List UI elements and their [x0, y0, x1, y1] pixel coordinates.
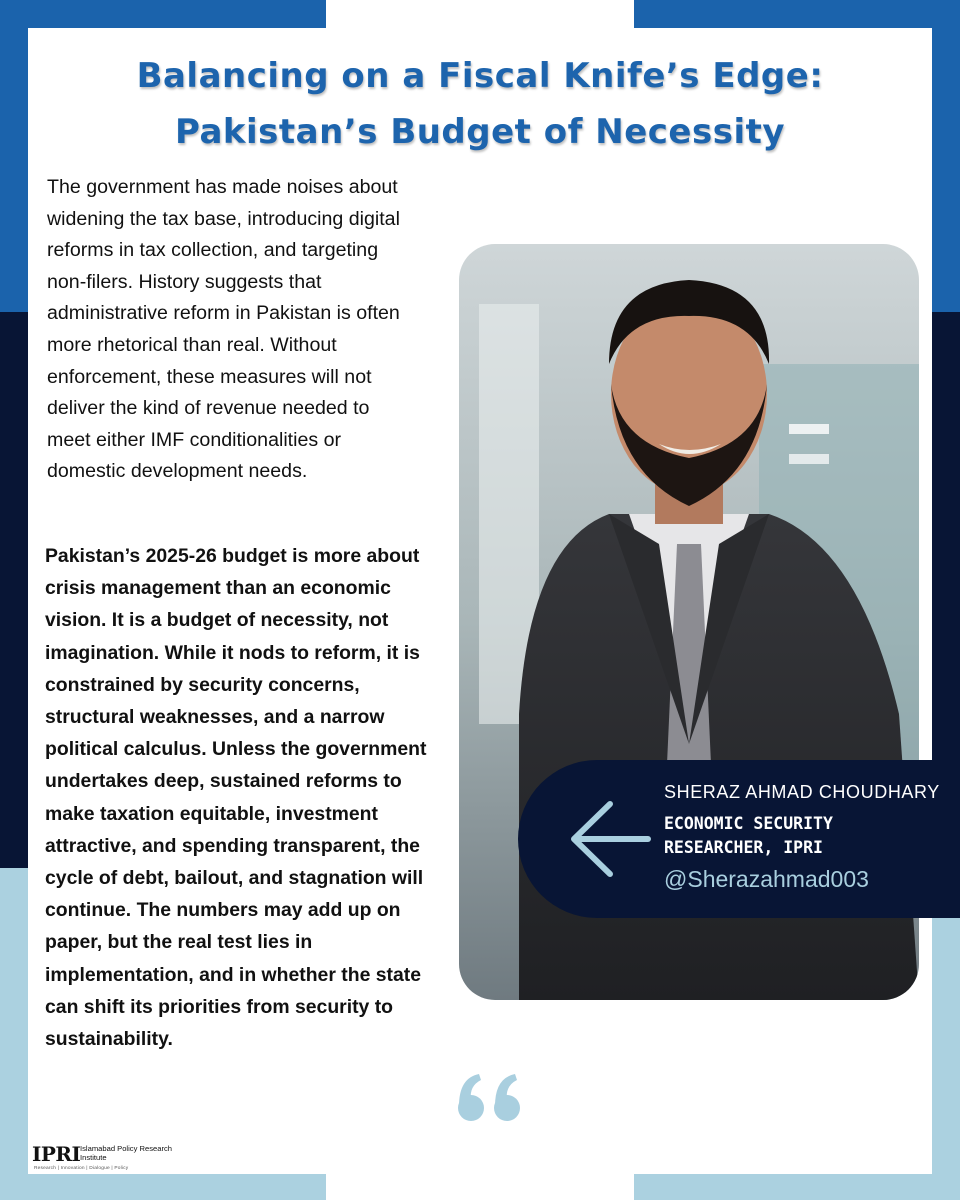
frame-notch-top — [326, 0, 634, 28]
frame-notch-bottom — [326, 1172, 634, 1200]
title-line-1: Balancing on a Fiscal Knife’s Edge: — [136, 56, 824, 96]
quote-mark-icon — [455, 1060, 527, 1130]
arrow-left-icon — [568, 796, 652, 882]
author-caption — [518, 760, 960, 918]
logo-name: Islamabad Policy Research Institute — [80, 1144, 173, 1162]
author-handle[interactable]: @Sherazahmad003 — [664, 866, 869, 892]
page-title — [28, 48, 932, 160]
ipri-logo — [32, 1142, 172, 1170]
title-line-2: Pakistan’s Budget of Necessity — [174, 112, 786, 152]
author-role: ECONOMIC SECURITY RESEARCHER, IPRI — [664, 814, 833, 857]
author-name: SHERAZ AHMAD CHOUDHARY — [664, 782, 940, 802]
ceiling-light — [789, 424, 829, 434]
body-paragraph-2: Pakistan’s 2025-26 budget is more about crisis management than an economic vision. It is a budget of necessity, not imagination. While it nods to reform, it is constrained by security concerns, structural weaknesses, and a narrow political calculus. Unless the government undertakes deep, sustained reforms to make taxation equitable, investment attractive, and spending transparent, the cycle of debt, bailout, and stagnation will continue. The numbers may add up on paper, but the real test lies in implementation, and in whether the state can shift its priorities from security to sustainability. — [45, 545, 427, 1051]
logo-mark: IPRI — [32, 1142, 81, 1166]
ceiling-light — [789, 454, 829, 464]
body-paragraph-1: The government has made noises about widening the tax base, introducing digital reforms in tax collection, and targeting non-filers. History suggests that administrative reform in Pakistan is often more rhetorical than real. Without enforcement, these measures will not deliver the kind of revenue needed to meet either IMF conditionalities or domestic development needs. — [47, 176, 400, 483]
logo-tagline: Research | Innovation | Dialogue | Policy — [34, 1166, 129, 1171]
